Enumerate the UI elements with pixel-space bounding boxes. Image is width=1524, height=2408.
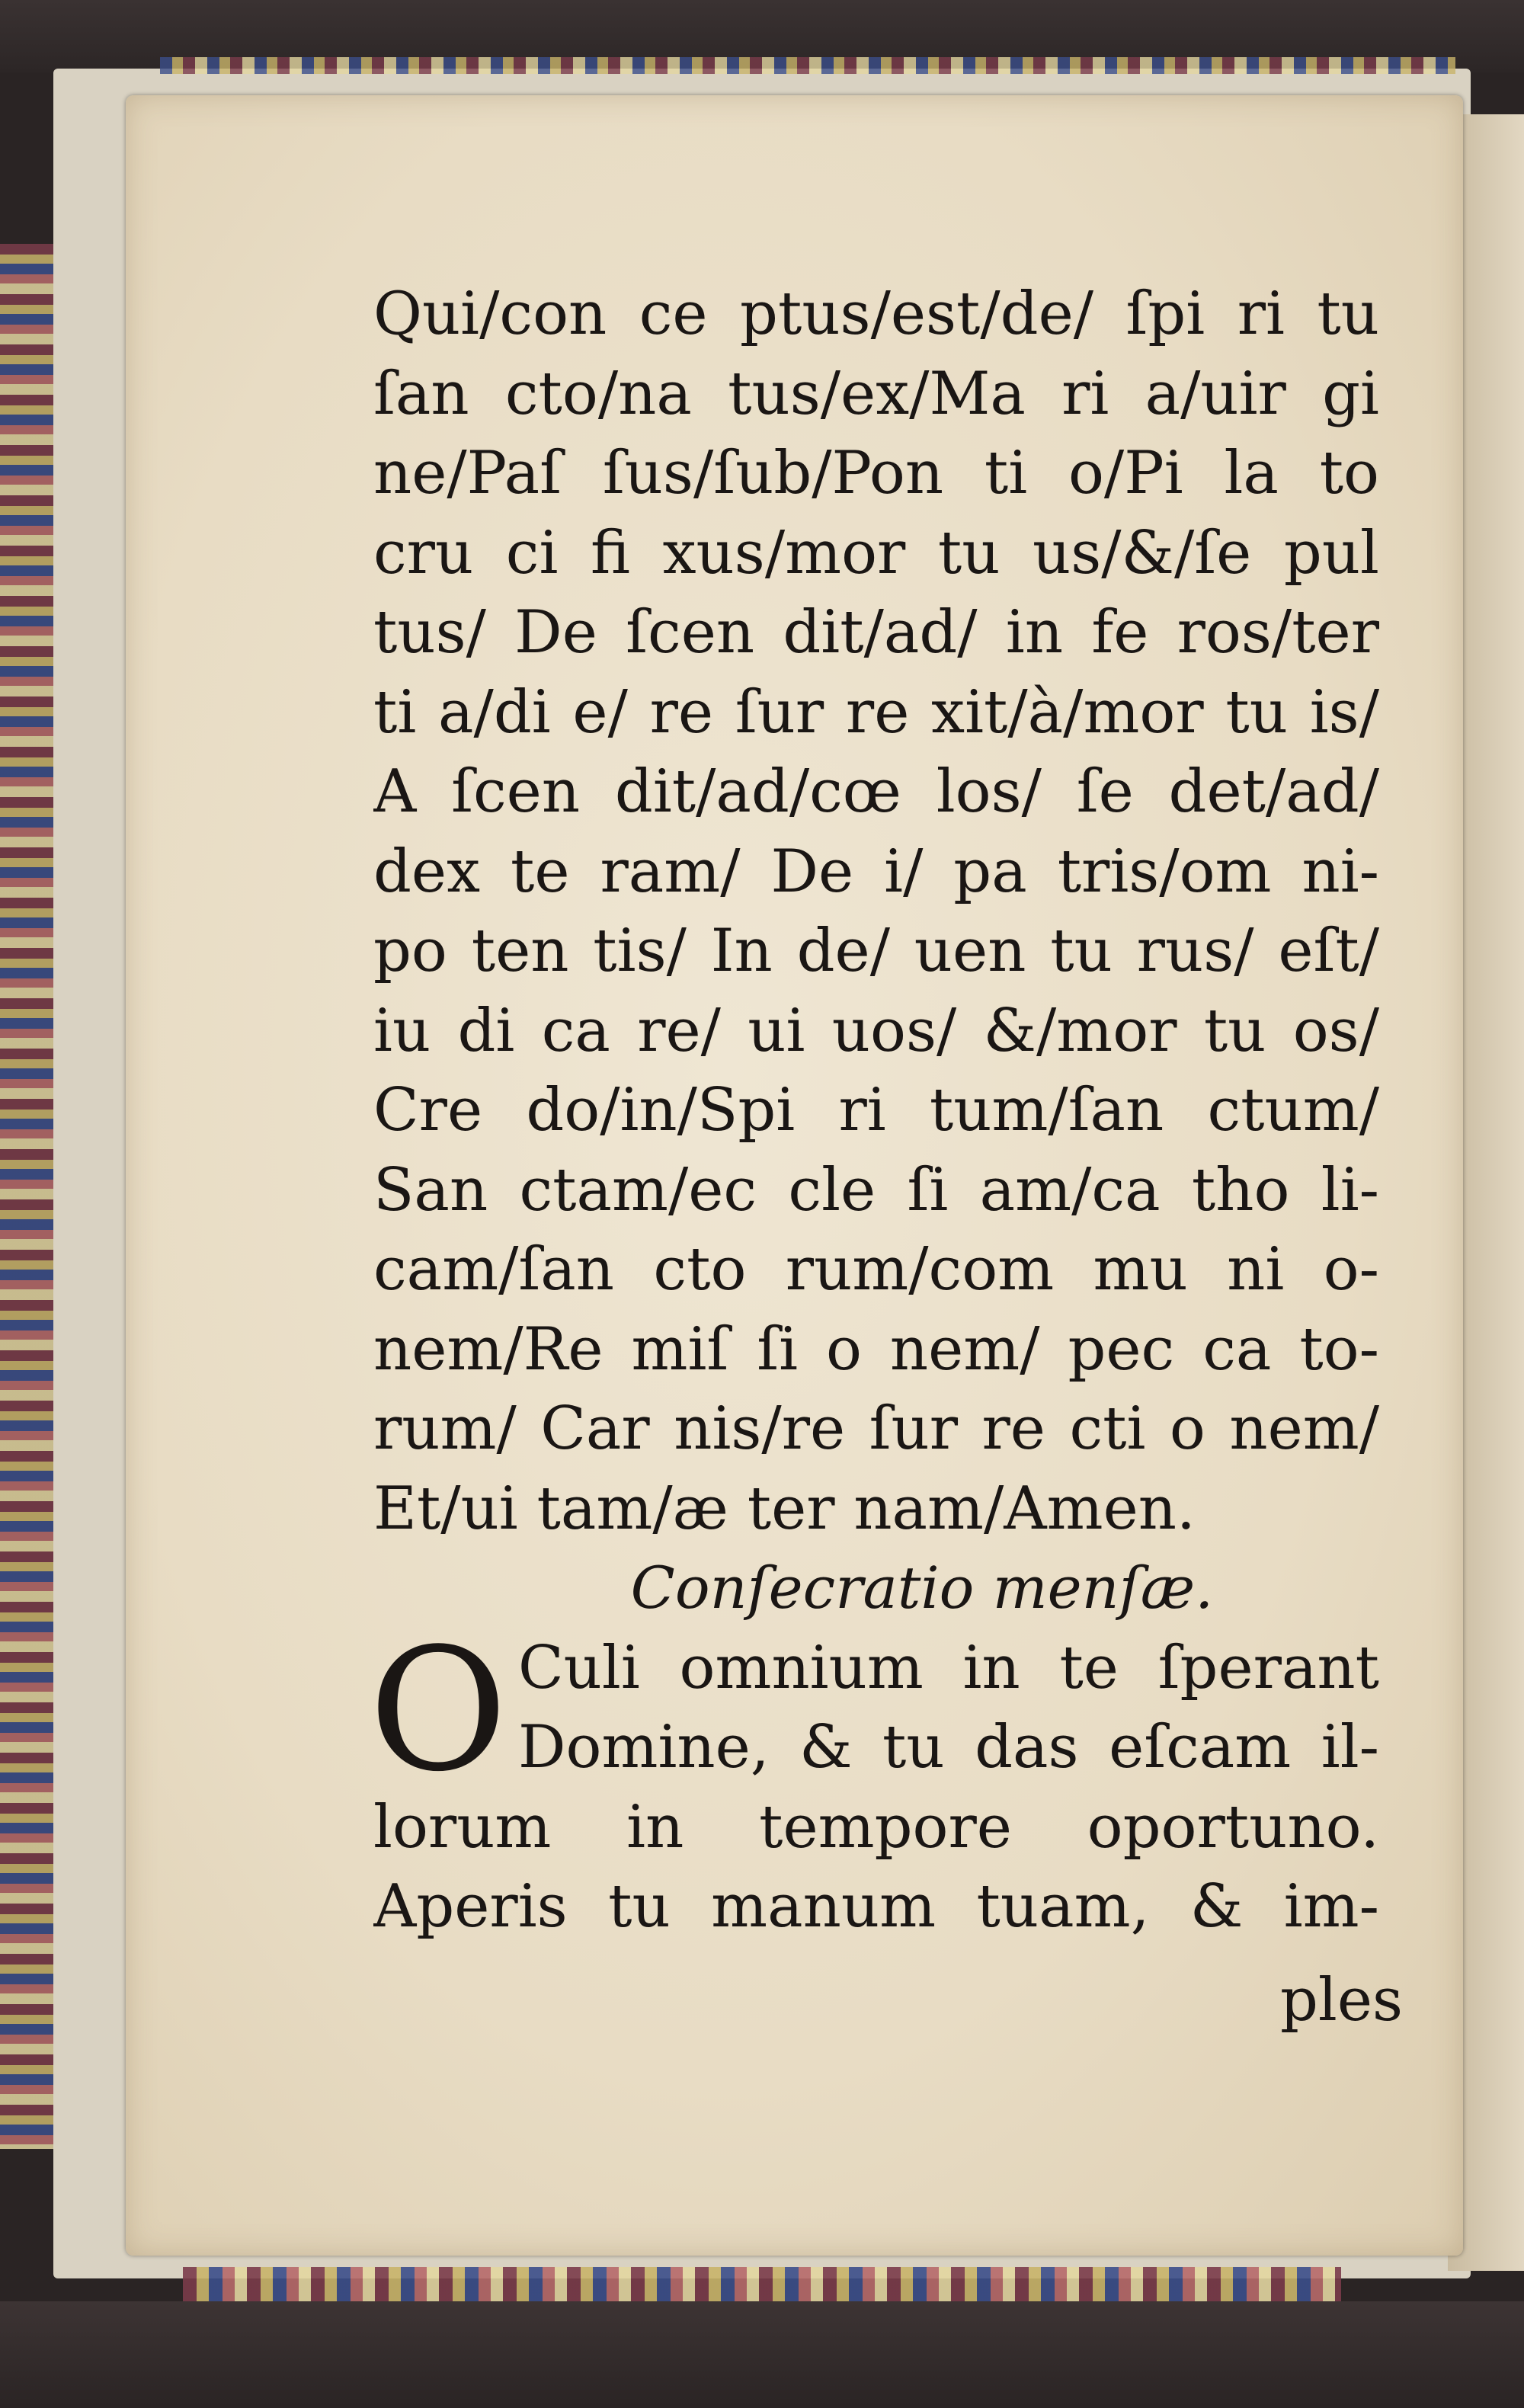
text-line: Cre do/in/Spi ri tum/ſan ctum/ [373,1076,1379,1145]
text-line: Qui/con ce ptus/est/de/ ſpi ri tu [373,280,1379,348]
text-line: dex te ram/ De i/ pa tris/om ni- [373,837,1379,906]
background-bottom [0,2301,1524,2408]
text-line: cam/ſan cto rum/com mu ni o- [373,1235,1379,1304]
text-line: ſan cto/na tus/ex/Ma ri a/uir gi [373,359,1379,428]
text-line: lorum in tempore oportuno. [373,1792,1379,1862]
text-line: A ſcen dit/ad/cœ los/ ſe det/ad/ [373,757,1379,826]
drop-initial-paragraph [369,1612,1379,1809]
text-line: cru ci fi xus/mor tu us/&/ſe pul [373,518,1379,588]
marbled-paper-left [0,244,53,2149]
text-line: ne/Paſ ſus/ſub/Pon ti o/Pi la to [373,439,1379,508]
page-text [369,274,1379,1947]
text-line: San ctam/ec cle ſi am/ca tho li- [373,1155,1379,1225]
section-heading: Conſecratio menſæ. [630,1554,1214,1622]
drop-initial-letter: O [369,1612,508,1809]
text-line: ti a/di e/ re ſur re xit/à/mor tu is/ [373,677,1379,747]
text-line: iu di ca re/ ui uos/ &/mor tu os/ [373,996,1379,1065]
text-line: rum/ Car nis/re ſur re cti o nem/ [373,1395,1379,1463]
text-line: tus/ De ſcen dit/ad/ in fe ros/ter [373,598,1379,667]
text-line: Domine, & tu das eſcam il- [518,1713,1379,1782]
text-line: Culi omnium in te ſperant [518,1633,1379,1702]
text-line: Et/ui tam/æ ter nam/Amen. [373,1474,1196,1543]
catchword: ples [1280,1966,1404,2035]
text-line: po ten tis/ In de/ uen tu rus/ eſt/ [373,917,1379,985]
text-line: nem/Re miſ ſi o nem/ pec ca to- [373,1314,1379,1384]
text-line: Aperis tu manum tuam, & im- [373,1872,1379,1941]
marbled-paper-top [160,57,1455,74]
